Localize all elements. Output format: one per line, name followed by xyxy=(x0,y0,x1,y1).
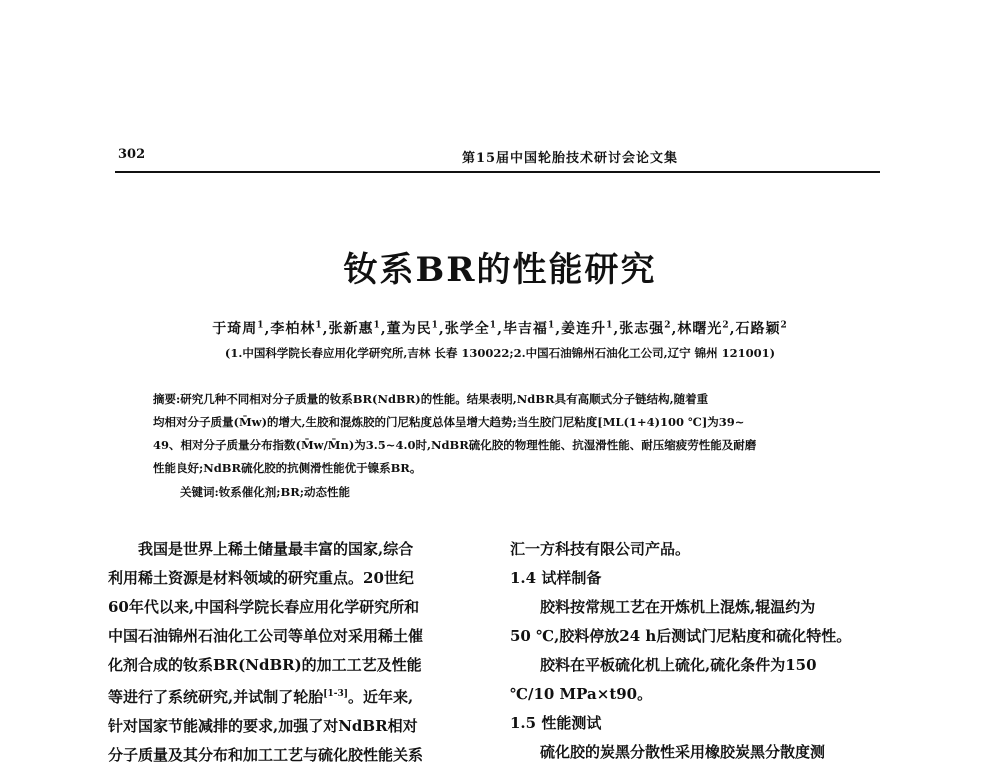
author-affiliation-marker: 2 xyxy=(722,320,730,331)
abstract-line: 49、相对分子质量分布指数(M̄w/M̄n)为3.5~4.0时,NdBR硫化胶的物理性能、抗湿滑性能、耐压缩疲劳性能及耐磨 xyxy=(153,438,757,452)
abstract-line: 研究几种不同相对分子质量的钕系BR(NdBR)的性能。结果表明,NdBR具有高顺式分子链结构,随着重 xyxy=(180,392,709,406)
body-line-with-citation xyxy=(108,680,484,712)
author-affiliation-marker: 2 xyxy=(664,320,672,331)
author-affiliation-marker: 1 xyxy=(489,320,498,331)
author-affiliation-marker: 1 xyxy=(547,320,556,331)
keywords-label: 关键词: xyxy=(180,485,219,499)
header-divider xyxy=(115,171,880,173)
body-line: 60年代以来,中国科学院长春应用化学研究所和 xyxy=(108,598,420,616)
author-affiliation-marker: 1 xyxy=(373,320,381,331)
section-heading-1-5: 1.5 性能测试 xyxy=(510,714,602,732)
body-text: 等进行了系统研究,并试制了轮胎 xyxy=(108,688,324,706)
body-line: 胶料在平板硫化机上硫化,硫化条件为150 xyxy=(540,656,817,674)
author-separator: , xyxy=(380,321,387,337)
author-name: 董为民 xyxy=(386,321,432,337)
author-separator: , xyxy=(322,321,329,337)
author-separator: , xyxy=(613,321,620,337)
abstract-line: 均相对分子质量(M̄w)的增大,生胶和混炼胶的门尼粘度总体呈增大趋势;当生胶门尼粘度[ML(1+4)100 ℃]为39~ xyxy=(153,415,745,429)
body-right-column xyxy=(510,535,885,767)
body-line: ℃/10 MPa×t90。 xyxy=(510,685,653,703)
author-name: 张新惠 xyxy=(328,321,374,337)
author-affiliation-marker: 1 xyxy=(606,320,614,331)
keywords-text: 钕系催化剂;BR;动态性能 xyxy=(218,485,351,499)
author-affiliation-marker: 1 xyxy=(315,320,323,331)
author-affiliation-marker: 1 xyxy=(431,320,439,331)
body-line: 分子质量及其分布和加工工艺与硫化胶性能关系 xyxy=(108,746,424,764)
author-name: 于琦周 xyxy=(212,321,258,337)
author-name: 姜连升 xyxy=(561,321,607,337)
body-left-column xyxy=(108,535,484,770)
journal-title: 第15届中国轮胎技术研讨会论文集 xyxy=(461,151,679,166)
body-line: 50 ℃,胶料停放24 h后测试门尼粘度和硫化特性。 xyxy=(510,627,852,645)
author-name: 李柏林 xyxy=(270,321,316,337)
author-separator: , xyxy=(729,321,736,337)
author-name: 张志强 xyxy=(619,321,665,337)
author-name: 毕吉福 xyxy=(502,321,548,337)
affiliation: (1.中国科学院长春应用化学研究所,吉林 长春 130022;2.中国石油锦州石油化工公司,辽宁 锦州 121001) xyxy=(224,346,776,360)
keywords xyxy=(180,484,350,500)
body-text: 。近年来, xyxy=(348,688,414,706)
citation-marker: [1-3] xyxy=(323,689,349,699)
author-separator: , xyxy=(555,321,562,337)
author-name: 张学全 xyxy=(444,321,490,337)
author-name: 石路颖 xyxy=(735,321,781,337)
page-number: 302 xyxy=(118,147,146,162)
body-line: 针对国家节能减排的要求,加强了对NdBR相对 xyxy=(108,717,418,735)
abstract xyxy=(153,388,843,480)
paper-title: 钕系BR的性能研究 xyxy=(343,250,657,290)
body-line: 胶料按常规工艺在开炼机上混炼,辊温约为 xyxy=(540,598,816,616)
author-separator: , xyxy=(671,321,678,337)
body-line: 中国石油锦州石油化工公司等单位对采用稀土催 xyxy=(108,627,424,645)
section-heading-1-4: 1.4 试样制备 xyxy=(510,569,602,587)
author-separator: , xyxy=(264,321,271,337)
author-affiliation-marker: 1 xyxy=(257,320,265,331)
body-line: 利用稀土资源是材料领域的研究重点。20世纪 xyxy=(108,569,414,587)
author-separator: , xyxy=(497,321,503,337)
abstract-line: 性能良好;NdBR硫化胶的抗侧滑性能优于镍系BR。 xyxy=(153,461,422,475)
body-line: 化剂合成的钕系BR(NdBR)的加工工艺及性能 xyxy=(108,656,422,674)
author-separator: , xyxy=(438,321,445,337)
body-line: 我国是世界上稀土储量最丰富的国家,综合 xyxy=(138,540,414,558)
abstract-label: 摘要: xyxy=(153,392,181,406)
author-list xyxy=(0,318,1000,338)
body-line: 硫化胶的炭黑分散性采用橡胶炭黑分散度测 xyxy=(540,743,826,761)
author-affiliation-marker: 2 xyxy=(780,320,788,331)
author-name: 林曙光 xyxy=(677,321,723,337)
body-line: 汇一方科技有限公司产品。 xyxy=(510,540,691,558)
